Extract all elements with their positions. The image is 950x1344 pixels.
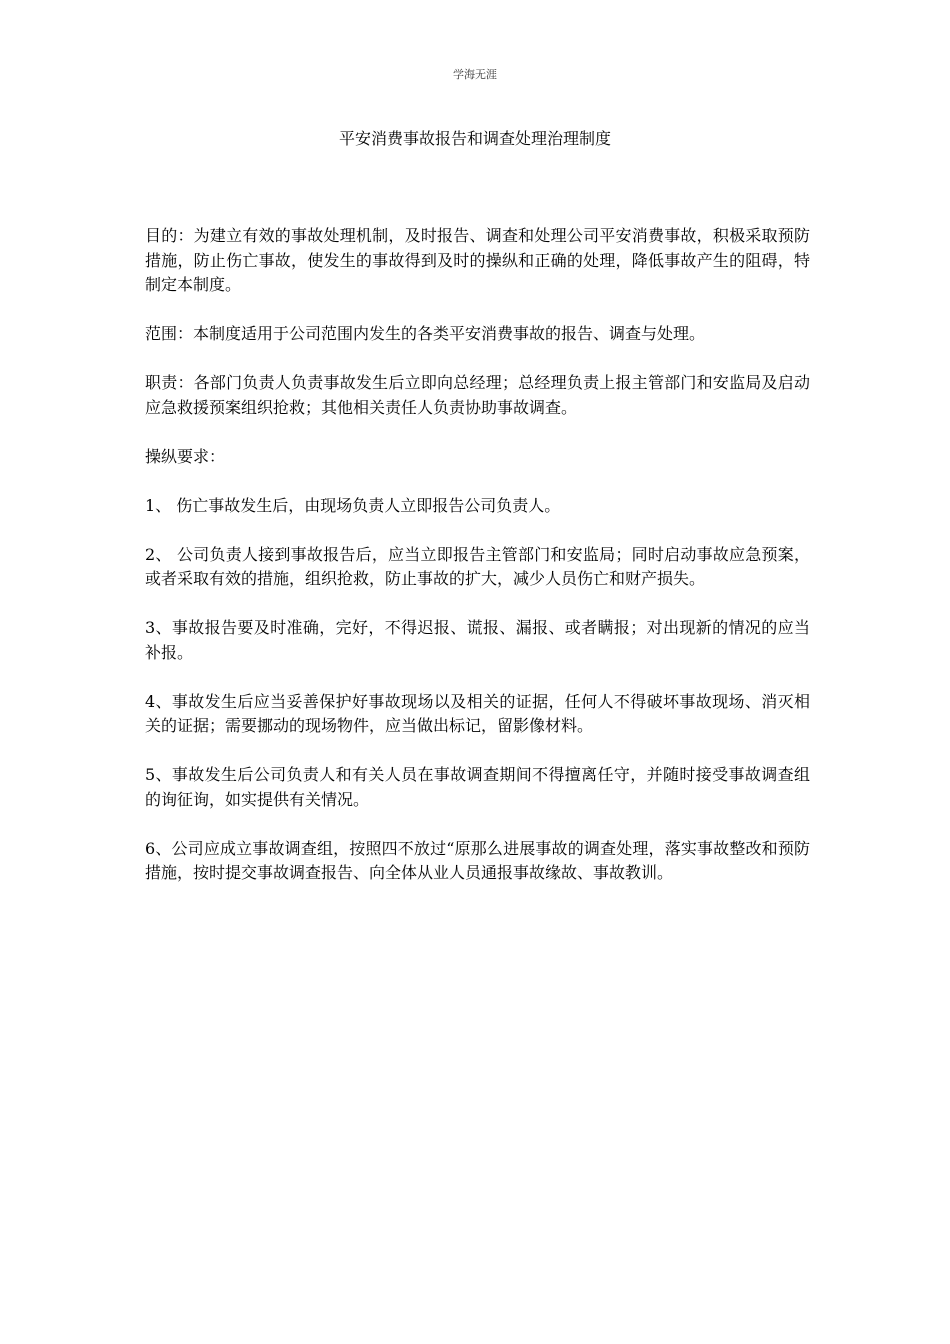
paragraph-item-4: 4、事故发生后应当妥善保护好事故现场以及相关的证据，任何人不得破坏事故现场、消灭相关的证据；需要挪动的现场物件，应当做出标记，留影像材料。 [145, 691, 810, 735]
paragraph-item-5: 5、事故发生后公司负责人和有关人员在事故调查期间不得擅离任守，并随时接受事故调查组的询征询，如实提供有关情况。 [145, 765, 810, 809]
document-title: 平安消费事故报告和调查处理治理制度 [338, 129, 611, 148]
paragraph-item-1: 1、 伤亡事故发生后，由现场负责人立即报告公司负责人。 [145, 495, 561, 515]
paragraph-item-3: 3、事故报告要及时准确，完好，不得迟报、谎报、漏报、或者瞒报；对出现新的情况的应当补报。 [145, 618, 810, 662]
paragraph-requirements-heading: 操纵要求： [145, 446, 226, 466]
paragraph-purpose: 目的：为建立有效的事故处理机制，及时报告、调查和处理公司平安消费事故，积极采取预防措施，防止伤亡事故，使发生的事故得到及时的操纵和正确的处理，降低事故产生的阻碍，特制定本制度。 [145, 226, 810, 294]
paragraph-item-6: 6、公司应成立事故调查组，按照四不放过“原那么进展事故的调查处理，落实事故整改和预防措施，按时提交事故调查报告、向全体从业人员通报事故缘故、事故教训。 [145, 838, 810, 882]
paragraph-scope: 范围：本制度适用于公司范围内发生的各类平安消费事故的报告、调查与处理。 [145, 324, 706, 343]
paragraph-item-2: 2、 公司负责人接到事故报告后，应当立即报告主管部门和安监局；同时启动事故应急预案，或者采取有效的措施，组织抢救，防止事故的扩大，减少人员伤亡和财产损失。 [145, 544, 810, 588]
paragraph-responsibility: 职责：各部门负责人负责事故发生后立即向总经理；总经理负责上报主管部门和安监局及启动应急救援预案组织抢救；其他相关责任人负责协助事故调查。 [145, 373, 810, 417]
page-header: 学海无涯 [453, 68, 497, 81]
document-body [145, 224, 810, 910]
